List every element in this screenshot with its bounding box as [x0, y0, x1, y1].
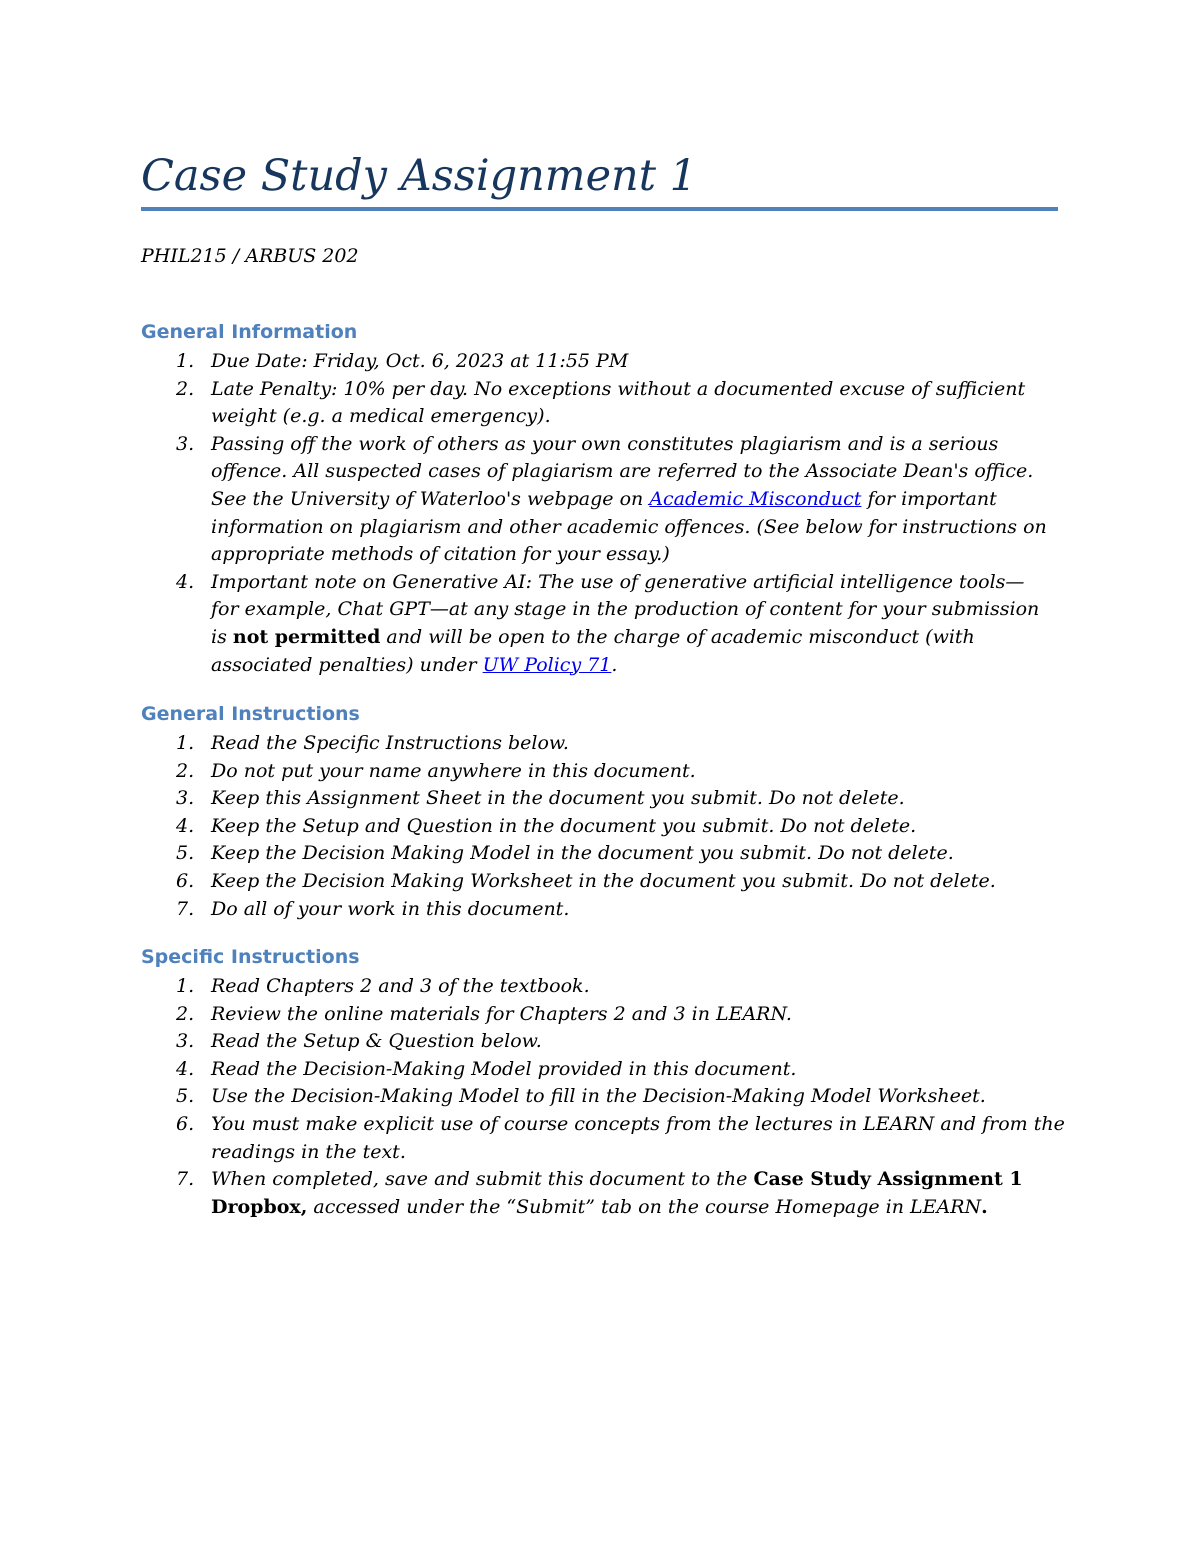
list-number: 6. [176, 869, 195, 892]
list-item-text: Important note on Generative AI: The use of generative artificial intelligence tools— [211, 570, 1025, 593]
list-item [0, 973, 1071, 1001]
list-item-text: Read the Decision-Making Model provided in this document. [211, 1057, 797, 1080]
list-item-text: Due Date: Friday, Oct. 6, 2023 at 11:55 PM [211, 350, 629, 372]
list-item [0, 896, 1071, 924]
list-item-text: Do not put your name anywhere in this document. [211, 759, 696, 782]
list-item-text: appropriate methods of citation for your essay.) [211, 543, 670, 566]
page-title: Case Study Assignment 1 [141, 151, 698, 201]
list-item-text: readings in the text. [211, 1140, 406, 1163]
list-number: 7. [176, 1168, 195, 1191]
list-item-text [211, 1194, 1071, 1222]
text-fragment: associated penalties) under [211, 653, 483, 676]
course-code: PHIL215 / ARBUS 202 [141, 245, 359, 267]
text-fragment: . [611, 653, 618, 676]
list-item-text [211, 624, 1071, 652]
list-item [0, 1111, 1071, 1166]
list-item-text: Review the online materials for Chapters 2 and 3 in LEARN. [211, 1002, 792, 1025]
list-item-text: for example, Chat GPT—at any stage in the production of content for your submission [211, 598, 1040, 621]
list-number: 1. [176, 732, 195, 754]
list-item-text: Keep the Decision Making Worksheet in the document you submit. Do not delete. [211, 869, 996, 892]
list-item-text: Keep this Assignment Sheet in the document you submit. Do not delete. [211, 787, 905, 810]
list-number: 5. [176, 1085, 195, 1108]
list-item-text [211, 1166, 1071, 1194]
list-item-text: Read the Setup & Question below. [211, 1030, 542, 1053]
list-number: 3. [176, 432, 195, 455]
general-information-list [0, 348, 1100, 679]
list-number: 6. [176, 1112, 195, 1135]
list-item-text: weight (e.g. a medical emergency). [211, 405, 551, 428]
list-item [0, 376, 1071, 431]
text-fragment: See the University of Waterloo's webpage on [211, 487, 650, 510]
list-number: 4. [176, 1057, 195, 1080]
list-item-text: Do all of your work in this document. [211, 897, 570, 920]
list-number: 3. [176, 1030, 195, 1053]
text-fragment: for important [861, 487, 997, 510]
list-number: 1. [176, 350, 195, 372]
list-number: 2. [176, 1002, 195, 1025]
text-fragment: is [211, 625, 233, 648]
text-fragment: When completed, save and submit this document to the [211, 1168, 754, 1191]
general-instructions-heading: General Instructions [141, 703, 360, 725]
list-item [0, 868, 1071, 896]
list-item [0, 569, 1071, 679]
list-item [0, 431, 1071, 569]
list-number: 1. [176, 975, 195, 997]
specific-instructions-list [0, 973, 1100, 1221]
list-item [0, 840, 1071, 868]
list-item-text: offence. All suspected cases of plagiarism are referred to the Associate Dean's office. [211, 460, 1034, 483]
list-number: 7. [176, 897, 195, 920]
list-number: 2. [176, 759, 195, 782]
list-number: 4. [176, 814, 195, 837]
list-item-text: Read the Specific Instructions below. [211, 732, 569, 754]
list-item-text [211, 652, 1071, 680]
list-item [0, 1166, 1071, 1221]
list-item [0, 813, 1071, 841]
text-fragment: . [981, 1195, 988, 1218]
list-number: 4. [176, 570, 195, 593]
list-item-text: Passing off the work of others as your own constitutes plagiarism and is a serious [211, 432, 999, 455]
list-item-text: Late Penalty: 10% per day. No exceptions without a documented excuse of sufficient [211, 377, 1026, 400]
list-item-text: You must make explicit use of course concepts from the lectures in LEARN and from the [211, 1112, 1065, 1135]
general-instructions-list [0, 730, 1100, 923]
list-item-text: information on plagiarism and other academic offences. (See below for instructions on [211, 515, 1047, 538]
list-number: 5. [176, 842, 195, 865]
list-item-text: Read Chapters 2 and 3 of the textbook. [211, 975, 590, 997]
specific-instructions-heading: Specific Instructions [141, 946, 360, 968]
uw-policy-71-link[interactable]: UW Policy 71 [482, 653, 612, 676]
dropbox-label-emphasis: Dropbox, [211, 1195, 308, 1218]
list-item [0, 1056, 1071, 1084]
list-item [0, 730, 1071, 758]
text-fragment: accessed under the “Submit” tab on the course Homepage in LEARN [307, 1195, 982, 1218]
list-item [0, 348, 1071, 376]
list-number: 3. [176, 787, 195, 810]
list-item [0, 1083, 1071, 1111]
academic-misconduct-link[interactable]: Academic Misconduct [649, 487, 862, 510]
text-fragment: and will be open to the charge of academic misconduct (with [380, 625, 975, 648]
general-information-heading: General Information [141, 321, 358, 343]
not-permitted-emphasis: not permitted [232, 625, 381, 648]
list-item [0, 758, 1071, 786]
list-number: 2. [176, 377, 195, 400]
title-underline-rule [141, 207, 1058, 211]
dropbox-name-emphasis: Case Study Assignment 1 [753, 1168, 1023, 1191]
list-item [0, 1001, 1071, 1029]
list-item-text: Use the Decision-Making Model to fill in the Decision-Making Model Worksheet. [211, 1085, 986, 1108]
list-item-text: Keep the Decision Making Model in the document you submit. Do not delete. [211, 842, 954, 865]
list-item-text: Keep the Setup and Question in the document you submit. Do not delete. [211, 814, 917, 837]
list-item [0, 1028, 1071, 1056]
list-item [0, 785, 1071, 813]
list-item-text [211, 486, 1071, 514]
